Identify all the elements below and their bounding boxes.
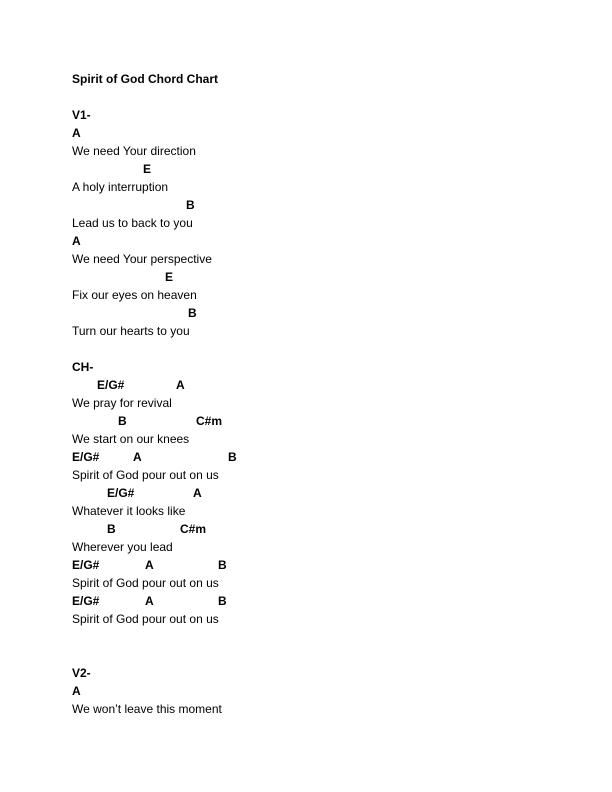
chord-chart-document (72, 70, 552, 718)
chord: A (133, 450, 142, 464)
chord: B (218, 594, 227, 608)
chord: A (176, 378, 185, 392)
chord: A (72, 234, 81, 248)
lyric-line: Spirit of God pour out on us (72, 468, 219, 482)
chord: B (228, 450, 237, 464)
chord: E/G# (72, 594, 100, 608)
chord: A (193, 486, 202, 500)
lyric-line: We pray for revival (72, 396, 172, 410)
chord: B (186, 198, 195, 212)
section-label-verse1: V1- (72, 108, 91, 122)
chord: B (107, 522, 116, 536)
lyric-line: Spirit of God pour out on us (72, 576, 219, 590)
chord: E/G# (107, 486, 135, 500)
chord: E (143, 162, 152, 176)
section-label-chorus: CH- (72, 360, 94, 374)
chord: C#m (180, 522, 207, 536)
chord: B (118, 414, 127, 428)
chord: A (72, 684, 81, 698)
lyric-line: A holy interruption (72, 180, 169, 194)
lyric-line: Spirit of God pour out on us (72, 612, 219, 626)
lyric-line: Wherever you lead (72, 540, 173, 554)
chord: C#m (196, 414, 223, 428)
lyric-line: Whatever it looks like (72, 504, 186, 518)
chord: E/G# (72, 450, 100, 464)
chord: B (218, 558, 227, 572)
chord: B (188, 306, 197, 320)
lyric-line: Lead us to back to you (72, 216, 193, 230)
lyric-line: Fix our eyes on heaven (72, 288, 197, 302)
lyric-line: We start on our knees (72, 432, 190, 446)
chord: A (72, 126, 81, 140)
lyric-line: We won’t leave this moment (72, 702, 222, 716)
lyric-line: Turn our hearts to you (72, 324, 190, 338)
document-title: Spirit of God Chord Chart (72, 72, 218, 86)
lyric-line: We need Your direction (72, 144, 196, 158)
chord: E/G# (72, 558, 100, 572)
chord: E (165, 270, 174, 284)
chord: E/G# (97, 378, 125, 392)
chord: A (145, 558, 154, 572)
chord: A (145, 594, 154, 608)
section-label-verse2: V2- (72, 666, 91, 680)
lyric-line: We need Your perspective (72, 252, 212, 266)
